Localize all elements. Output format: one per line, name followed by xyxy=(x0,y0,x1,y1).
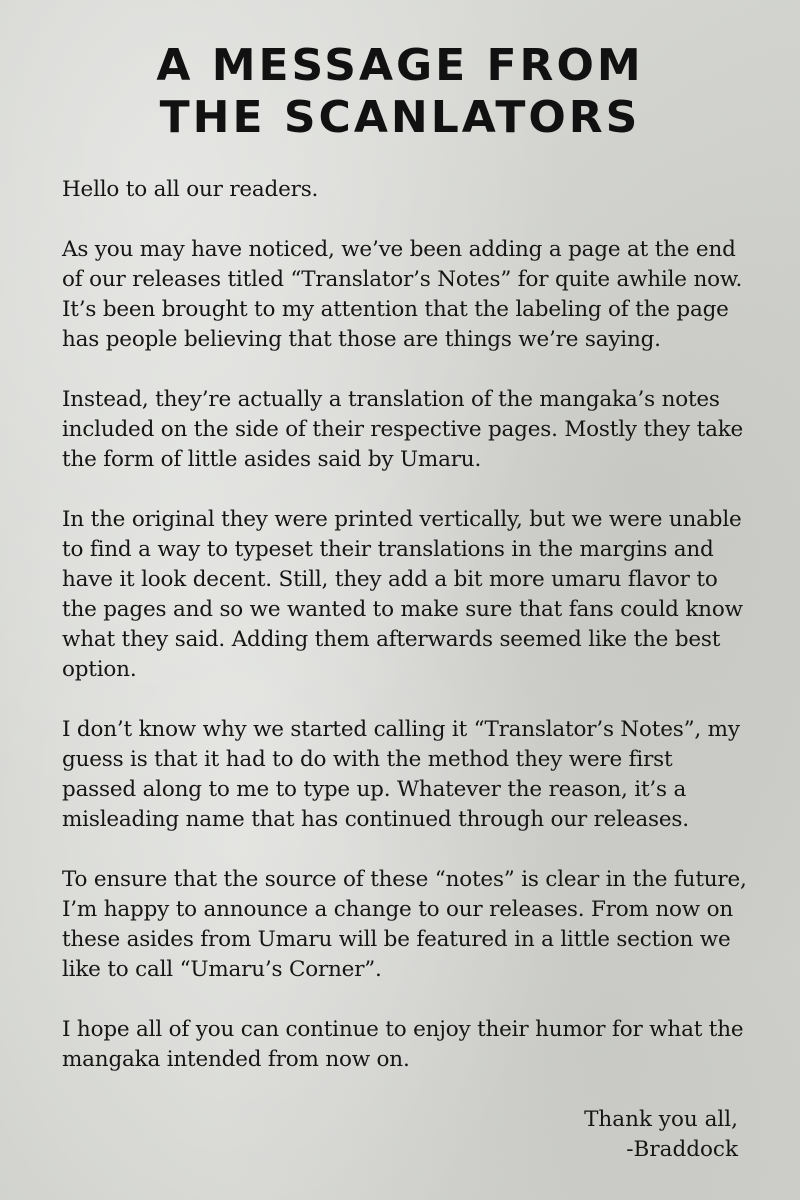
signoff-signature: -Braddock xyxy=(626,1137,738,1162)
paragraph-original-printing: In the original they were printed vertically, but we were unable to find a way to typeset their translations in the margins and have it look decent. Still, they add a bit more umaru flavor to the pages and so we wanted to make sure that fans could know what they said. Adding them afterwards seemed like the best option. xyxy=(62,507,743,682)
paragraph-umarus-corner: To ensure that the source of these “notes” is clear in the future, I’m happy to announce a change to our releases. From now on these asides from Umaru will be featured in a little section we like to call “Umaru’s Corner”. xyxy=(62,867,747,982)
signoff xyxy=(584,1105,738,1165)
paragraph-closing-hope: I hope all of you can continue to enjoy their humor for what the mangaka intended from now on. xyxy=(62,1017,744,1072)
paragraph-mangaka-notes: Instead, they’re actually a translation of the mangaka’s notes included on the side of their respective pages. Mostly they take the form of little asides said by Umaru. xyxy=(62,387,744,472)
message-body xyxy=(62,175,752,1105)
page-title xyxy=(0,40,800,144)
paragraph-translator-notes: As you may have noticed, we’ve been adding a page at the end of our releases titled “Translator’s Notes” for quite awhile now. It’s been brought to my attention that the labeling of the page has people believing that those are things we’re saying. xyxy=(62,237,743,352)
title-line-1: A MESSAGE FROM xyxy=(156,40,644,91)
paragraph-greeting: Hello to all our readers. xyxy=(62,177,319,202)
title-line-2: THE SCANLATORS xyxy=(159,92,641,143)
paragraph-naming-reason: I don’t know why we started calling it “Translator’s Notes”, my guess is that it had to do with the method they were first passed along to me to type up. Whatever the reason, it’s a misleading name that has continued through our releases. xyxy=(62,717,740,832)
signoff-closing: Thank you all, xyxy=(584,1107,738,1132)
